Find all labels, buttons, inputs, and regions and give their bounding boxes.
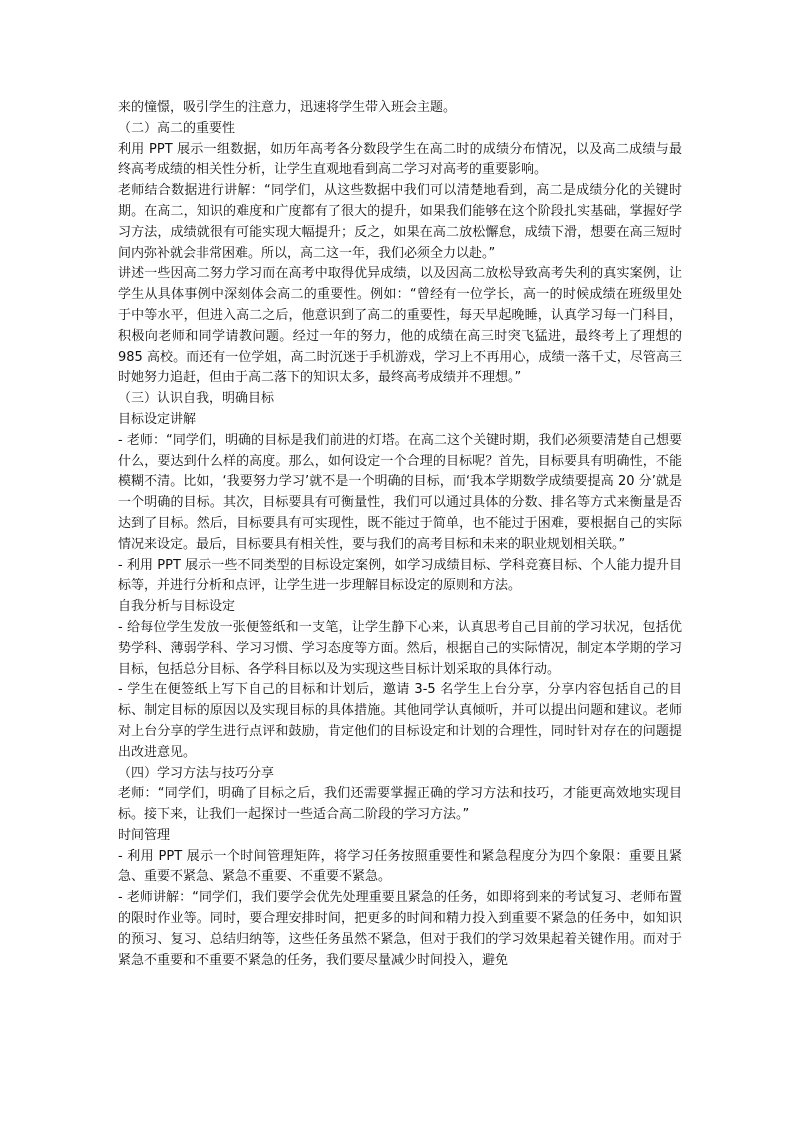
paragraph-intro-continuation: 来的憧憬，吸引学生的注意力，迅速将学生带入班会主题。 — [118, 100, 457, 115]
list-item-time-matrix: - 利用 PPT 展示一个时间管理矩阵，将学习任务按照重要性和紧急程度分为四个象限：重要且紧急、重要不紧急、紧急不重要、不重要不紧急。 — [118, 848, 682, 885]
subheading-self-analysis: 自我分析与目标设定 — [118, 599, 236, 615]
list-item-teacher-goal-speech: - 老师：“同学们，明确的目标是我们前进的灯塔。在高二这个关键时期，我们必须要清楚自己想要什么，要达到什么样的高度。那么，如何设定一个合理的目标呢？首先，目标要具有明确性，不能模糊不清。比如，‘我要努力学习’就不是一个明确的目标，而‘我本学期数学成绩要提高 20 分’就是一个明确的目标。其次，目标要具有可衡量性，我们可以通过具体的分数、排名等方式来衡量是否达到了目标。然后，目标要具有可实现性，既不能过于简单，也不能过于困难，要根据自己的实际情况来设定。最后，目标要具有相关性，要与我们的高考目标和未来的职业规划相关联。” — [118, 432, 682, 552]
section-heading-2: （二）高二的重要性 — [118, 120, 236, 136]
section-heading-3: （三）认识自我，明确目标 — [118, 391, 275, 407]
section-heading-4: （四）学习方法与技巧分享 — [118, 765, 275, 781]
document-page — [118, 98, 682, 971]
paragraph-teacher-explanation: 老师结合数据进行讲解：“同学们，从这些数据中我们可以清楚地看到，高二是成绩分化的关键时期。在高二，知识的难度和广度都有了很大的提升，如果我们能够在这个阶段扎实基础，掌握好学习方法，成绩就很有可能实现大幅提升；反之，如果在高二放松懈怠，成绩下滑，想要在高三短时间内弥补就会非常困难。所以，高二这一年，我们必须全力以赴。” — [118, 183, 682, 261]
paragraph-teacher-methods: 老师：“同学们，明确了目标之后，我们还需要掌握正确的学习方法和技巧，才能更高效地实现目标。接下来，让我们一起探讨一些适合高二阶段的学习方法。” — [118, 786, 682, 823]
list-item-teacher-time-speech: - 老师讲解：“同学们，我们要学会优先处理重要且紧急的任务，如即将到来的考试复习、老师布置的限时作业等。同时，要合理安排时间，把更多的时间和精力投入到重要不紧急的任务中，如知识的预习、复习、总结归纳等，这些任务虽然不紧急，但对于我们的学习效果起着关键作用。而对于紧急不重要和不重要不紧急的任务，我们要尽量减少时间投入，避免 — [118, 890, 682, 968]
subheading-goal-setting: 目标设定讲解 — [118, 411, 197, 427]
list-item-sticky-notes: - 给每位学生发放一张便签纸和一支笔，让学生静下心来，认真思考自己目前的学习状况，包括优势学科、薄弱学科、学习习惯、学习态度等方面。然后，根据自己的实际情况，制定本学期的学习目标，包括总分目标、各学科目标以及为实现这些目标计划采取的具体行动。 — [118, 619, 682, 677]
paragraph-real-cases: 讲述一些因高二努力学习而在高考中取得优异成绩，以及因高二放松导致高考失利的真实案例，让学生从具体事例中深刻体会高二的重要性。例如：“曾经有一位学长，高一的时候成绩在班级里处于中等水平，但进入高二之后，他意识到了高二的重要性，每天早起晚睡，认真学习每一门科目，积极向老师和同学请教问题。经过一年的努力，他的成绩在高三时突飞猛进，最终考上了理想的 985 高校。而还有一位学姐，高二时沉迷于手机游戏，学习上不再用心，成绩一落千丈，尽管高三时她努力追赶，但由于高二落下的知识太多，最终高考成绩并不理想。” — [118, 266, 682, 386]
subheading-time-management: 时间管理 — [118, 827, 171, 843]
paragraph-ppt-data: 利用 PPT 展示一组数据，如历年高考各分数段学生在高二时的成绩分布情况，以及高二成绩与最终高考成绩的相关性分析，让学生直观地看到高二学习对高考的重要影响。 — [118, 141, 682, 178]
list-item-goal-cases: - 利用 PPT 展示一些不同类型的目标设定案例，如学习成绩目标、学科竞赛目标、个人能力提升目标等，并进行分析和点评，让学生进一步理解目标设定的原则和方法。 — [118, 557, 682, 594]
list-item-student-sharing: - 学生在便签纸上写下自己的目标和计划后，邀请 3-5 名学生上台分享，分享内容包括自己的目标、制定目标的原因以及实现目标的具体措施。其他同学认真倾听，并可以提出问题和建议。老师对上台分享的学生进行点评和鼓励，肯定他们的目标设定和计划的合理性，同时针对存在的问题提出改进意见。 — [118, 682, 682, 760]
